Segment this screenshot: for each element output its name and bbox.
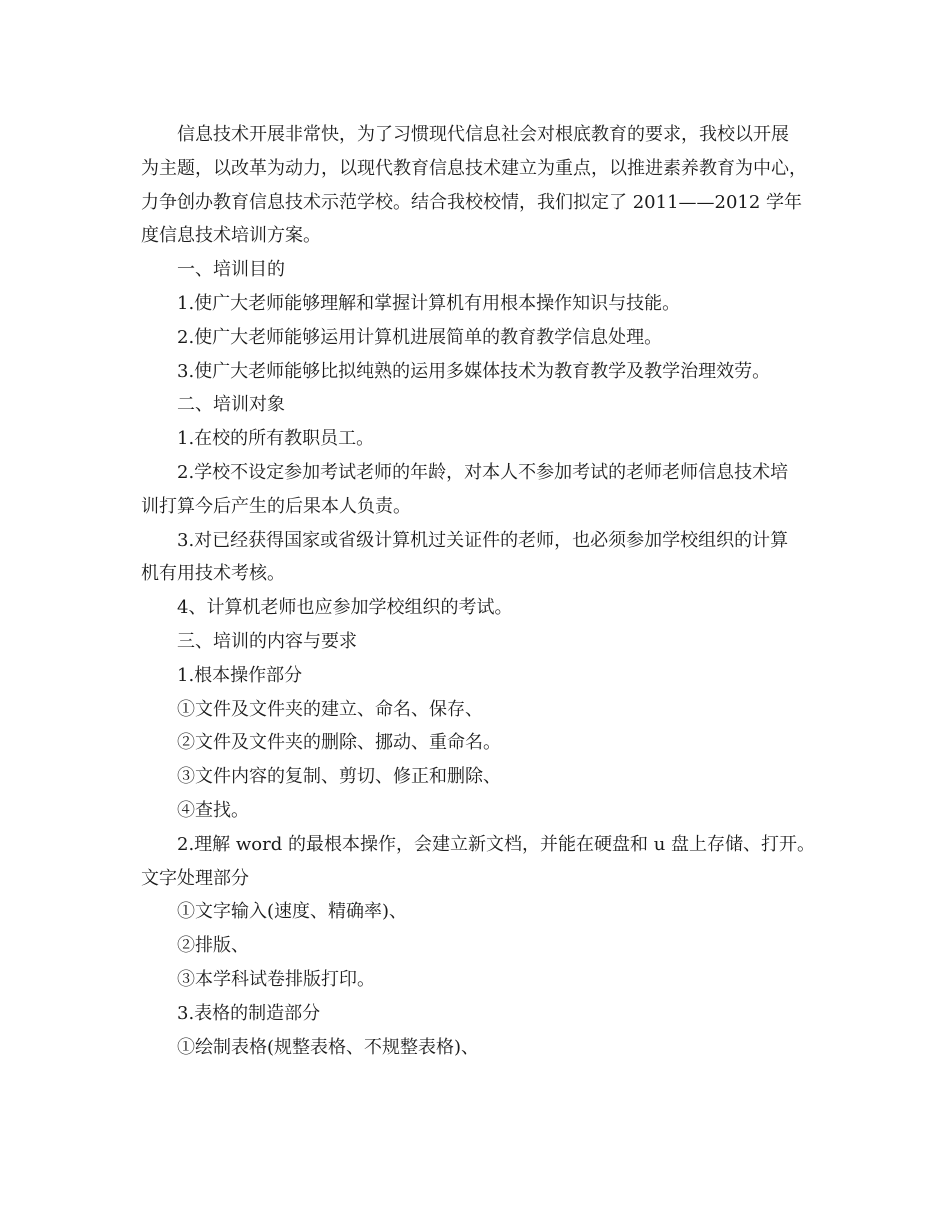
section-3-part-1-a: ①文件及文件夹的建立、命名、保存、 — [177, 698, 483, 720]
section-2-item-3-line-1: 3.对已经获得国家或省级计算机过关证件的老师，也必须参加学校组织的计算 — [177, 529, 789, 551]
section-2-item-2-line-2: 训打算今后产生的后果本人负责。 — [141, 495, 411, 517]
section-2-item-3-line-2: 机有用技术考核。 — [141, 563, 285, 585]
section-3-part-1-b: ②文件及文件夹的删除、挪动、重命名。 — [177, 732, 501, 754]
section-3-part-1-c: ③文件内容的复制、剪切、修正和删除、 — [177, 766, 501, 788]
section-3-part-3-title: 3.表格的制造部分 — [177, 1002, 321, 1024]
section-3-part-2-b: ②排版、 — [177, 935, 249, 957]
document-body — [141, 118, 831, 1064]
section-3-part-2-line-2: 文字处理部分 — [141, 867, 249, 889]
section-3-part-2-a: ①文字输入(速度、精确率)、 — [177, 901, 408, 923]
section-3-part-1-d: ④查找。 — [177, 799, 249, 821]
section-1-item-3: 3.使广大老师能够比拟纯熟的运用多媒体技术为教育教学及教学治理效劳。 — [177, 360, 771, 382]
section-3-part-2-line-1: 2.理解 word 的最根本操作，会建立新文档，并能在硬盘和 u 盘上存储、打开。 — [177, 833, 816, 855]
intro-line-3: 力争创办教育信息技术示范学校。结合我校校情，我们拟定了 2011——2012 学年 — [141, 191, 803, 213]
section-3-part-2-c: ③本学科试卷排版打印。 — [177, 968, 375, 990]
section-2-item-1: 1.在校的所有教职员工。 — [177, 428, 375, 450]
section-1-item-2: 2.使广大老师能够运用计算机进展简单的教育教学信息处理。 — [177, 326, 663, 348]
section-2-title: 二、培训对象 — [177, 394, 285, 416]
intro-line-4: 度信息技术培训方案。 — [141, 225, 321, 247]
intro-line-1: 信息技术开展非常快，为了习惯现代信息社会对根底教育的要求，我校以开展 — [177, 124, 789, 145]
section-3-part-3-a: ①绘制表格(规整表格、不规整表格)、 — [177, 1036, 480, 1058]
section-3-part-1-title: 1.根本操作部分 — [177, 664, 303, 686]
section-3-title: 三、培训的内容与要求 — [177, 630, 357, 652]
section-2-item-2-line-1: 2.学校不设定参加考试老师的年龄，对本人不参加考试的老师老师信息技术培 — [177, 461, 789, 483]
intro-line-2: 为主题，以改革为动力，以现代教育信息技术建立为重点，以推进素养教育为中心， — [141, 157, 807, 179]
section-1-item-1: 1.使广大老师能够理解和掌握计算机有用根本操作知识与技能。 — [177, 292, 681, 314]
section-2-item-4: 4、计算机老师也应参加学校组织的考试。 — [177, 597, 513, 619]
section-1-title: 一、培训目的 — [177, 259, 285, 281]
